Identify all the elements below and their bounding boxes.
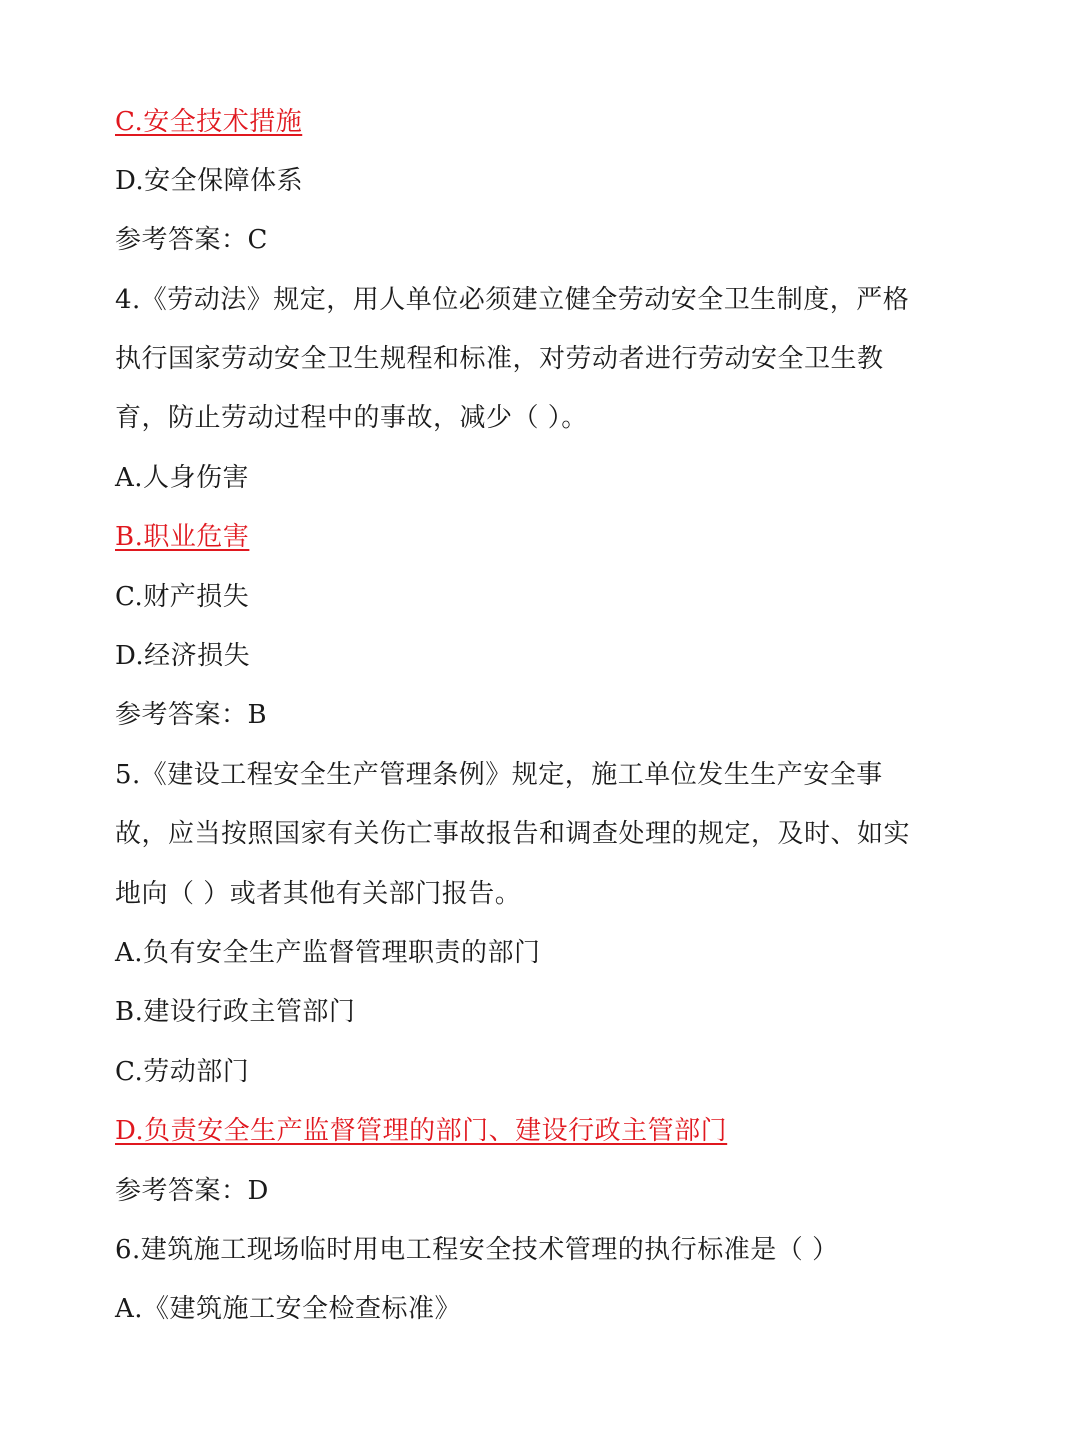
option-b: B.建设行政主管部门 — [115, 997, 356, 1027]
question-4-line-1: 4.《劳动法》规定，用人单位必须建立健全劳动安全卫生制度，严格 — [115, 285, 910, 315]
question-5-line-1: 5.《建设工程安全生产管理条例》规定，施工单位发生生产安全事 — [115, 760, 883, 790]
option-a: A.《建筑施工安全检查标准》 — [115, 1294, 462, 1324]
option-c-correct: C.安全技术措施 — [115, 107, 303, 137]
reference-answer: 参考答案：D — [115, 1176, 269, 1206]
reference-answer: 参考答案：B — [115, 700, 268, 730]
option-d: D.安全保障体系 — [115, 166, 304, 196]
question-4-line-3: 育，防止劳动过程中的事故，减少（ ）。 — [115, 403, 588, 433]
question-6: 6.建筑施工现场临时用电工程安全技术管理的执行标准是（ ） — [115, 1235, 839, 1265]
option-d-correct: D.负责安全生产监督管理的部门、建设行政主管部门 — [115, 1116, 728, 1146]
reference-answer: 参考答案：C — [115, 225, 268, 255]
option-c: C.财产损失 — [115, 582, 250, 612]
option-a: A.人身伤害 — [115, 463, 250, 493]
option-b-correct: B.职业危害 — [115, 522, 250, 552]
option-d: D.经济损失 — [115, 641, 251, 671]
question-5-line-2: 故，应当按照国家有关伤亡事故报告和调查处理的规定，及时、如实 — [115, 819, 911, 849]
option-a: A.负有安全生产监督管理职责的部门 — [115, 938, 541, 968]
question-5-line-3: 地向（ ）或者其他有关部门报告。 — [115, 879, 522, 909]
question-4-line-2: 执行国家劳动安全卫生规程和标准，对劳动者进行劳动安全卫生教 — [115, 344, 884, 374]
option-c: C.劳动部门 — [115, 1057, 250, 1087]
